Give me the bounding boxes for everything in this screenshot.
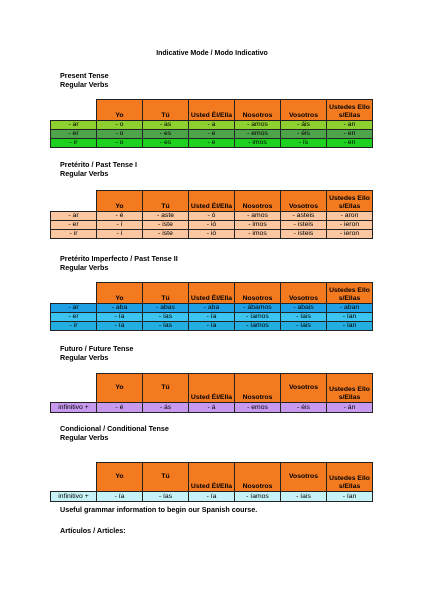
present-tense-table — [50, 99, 373, 148]
header-row: Yo Tú Usted Él/Ella Nosotros Vosotros Ustedes Ellos/Ellas — [51, 283, 373, 304]
imperfect-table — [50, 282, 373, 331]
table-row: - er - í - iste - ió - imos - isteis - ieron — [51, 221, 373, 230]
table-row: - ir - í - iste - ió - imos - isteis - ieron — [51, 230, 373, 239]
document-title: Indicative Mode / Modo Indicativo — [156, 50, 268, 57]
header-row: Yo Tú Usted Él/Ella Nosotros Vosotros Ustedes Ellos/Ellas — [51, 463, 373, 492]
header-row: Yo Tú Usted Él/Ella Nosotros Vosotros Ustedes Ellos/Ellas — [51, 100, 373, 121]
preterite-table — [50, 190, 373, 239]
section-conditional-title: Condicional / Conditional Tense Regular Verbs — [60, 424, 169, 442]
table-row: - ir - ía - ías - ía - íamos - íais - ían — [51, 322, 373, 331]
table-row: - ar - aba - abas - aba - ábamos - abais - aban — [51, 304, 373, 313]
table-row: - ar - é - aste - ó - amos - asteis - aron — [51, 212, 373, 221]
future-table — [50, 373, 373, 413]
articles-heading: Artículos / Articles: — [60, 526, 126, 535]
table-row: - ir - o - es - e - imos - ís - en — [51, 139, 373, 148]
table-row: infinitivo + - é - ás - á - emos - éis - án — [51, 403, 373, 413]
footer-note: Useful grammar information to begin our Spanish course. — [60, 505, 258, 514]
header-row: Yo Tú Usted Él/Ella Nosotros Vosotros Ustedes Ellos/Ellas — [51, 191, 373, 212]
table-row: - er - ía - ías - ía - íamos - íais - ían — [51, 313, 373, 322]
conditional-table — [50, 462, 373, 502]
section-present-title: Present Tense Regular Verbs — [60, 71, 109, 89]
section-future-title: Futuro / Future Tense Regular Verbs — [60, 344, 134, 362]
table-row: - er - o - es - e - emos - éis - en — [51, 130, 373, 139]
section-preterite-title: Pretérito / Past Tense I Regular Verbs — [60, 160, 137, 178]
table-row: infinitivo + - ía - ías - ía - íamos - íais - ían — [51, 492, 373, 502]
header-row: Yo Tú Usted Él/Ella Nosotros Vosotros Ustedes Ellos/Ellas — [51, 374, 373, 403]
section-imperfect-title: Pretérito Imperfecto / Past Tense II Regular Verbs — [60, 254, 178, 272]
table-row: - ar - o - as - a - amos - áis - an — [51, 121, 373, 130]
